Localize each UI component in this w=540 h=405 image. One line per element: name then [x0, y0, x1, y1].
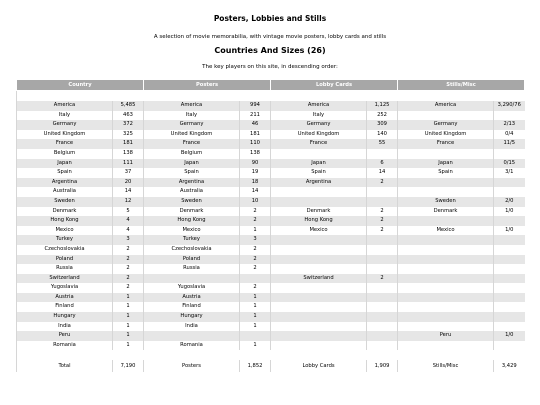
country-total: 12: [113, 197, 144, 207]
total-poster-country: Posters: [144, 360, 240, 372]
lobby-count: 309: [367, 120, 398, 130]
stills-country: Peru: [398, 331, 494, 341]
poster-country: Czechoslovakia: [144, 245, 240, 255]
poster-country: Romania: [144, 341, 240, 351]
poster-count: 2: [240, 207, 271, 217]
table-row: [17, 101, 525, 111]
poster-country: Japan: [144, 159, 240, 169]
lobby-country: Japan: [271, 159, 367, 169]
country-total: 3: [113, 235, 144, 245]
stills-country: [398, 312, 494, 322]
stills-country: [398, 178, 494, 188]
poster-country: France: [144, 139, 240, 149]
poster-country: Spain: [144, 168, 240, 178]
country-total: 1: [113, 322, 144, 332]
stills-country: Japan: [398, 159, 494, 169]
lobby-country: [271, 331, 367, 341]
poster-count: 1: [240, 322, 271, 332]
lobby-count: 252: [367, 111, 398, 121]
country-total: 111: [113, 159, 144, 169]
stills-country: [398, 187, 494, 197]
table-row: [17, 130, 525, 140]
lobby-count: 2: [367, 207, 398, 217]
poster-country: Sweden: [144, 197, 240, 207]
stills-count: [494, 187, 525, 197]
stills-count: 3,290/76: [494, 101, 525, 111]
country-name: Peru: [17, 331, 113, 341]
lobby-country: America: [271, 101, 367, 111]
country-total: 14: [113, 187, 144, 197]
country-name: United Kingdom: [17, 130, 113, 140]
table-header-row: [17, 80, 525, 91]
lobby-count: 140: [367, 130, 398, 140]
column-header-country: Country: [17, 80, 144, 91]
poster-count: 46: [240, 120, 271, 130]
stills-count: 3/1: [494, 168, 525, 178]
table-row: [17, 149, 525, 159]
country-total: 1: [113, 331, 144, 341]
lobby-count: 2: [367, 216, 398, 226]
stills-count: [494, 255, 525, 265]
poster-count: 10: [240, 197, 271, 207]
table-row: [17, 322, 525, 332]
lobby-count: 14: [367, 168, 398, 178]
country-total: 325: [113, 130, 144, 140]
stills-country: [398, 341, 494, 351]
lobby-count: 1,125: [367, 101, 398, 111]
country-total: 2: [113, 283, 144, 293]
poster-count: 181: [240, 130, 271, 140]
country-total: 2: [113, 255, 144, 265]
stills-count: [494, 283, 525, 293]
lobby-count: 2: [367, 178, 398, 188]
country-total: 5: [113, 207, 144, 217]
poster-count: 18: [240, 178, 271, 188]
poster-country: Belgium: [144, 149, 240, 159]
poster-country: India: [144, 322, 240, 332]
lobby-country: [271, 187, 367, 197]
poster-count: 994: [240, 101, 271, 111]
poster-count: [240, 331, 271, 341]
country-total: 20: [113, 178, 144, 188]
stills-country: Denmark: [398, 207, 494, 217]
stills-country: [398, 255, 494, 265]
country-name: Sweden: [17, 197, 113, 207]
poster-count: 1: [240, 302, 271, 312]
poster-country: America: [144, 101, 240, 111]
stills-country: [398, 302, 494, 312]
spacer-row: [17, 91, 525, 102]
country-name: Austria: [17, 293, 113, 303]
lobby-count: 55: [367, 139, 398, 149]
country-name: Italy: [17, 111, 113, 121]
poster-country: Turkey: [144, 235, 240, 245]
country-name: Romania: [17, 341, 113, 351]
poster-country: Denmark: [144, 207, 240, 217]
stills-count: [494, 302, 525, 312]
country-total: 463: [113, 111, 144, 121]
country-name: Spain: [17, 168, 113, 178]
country-name: India: [17, 322, 113, 332]
table-row: [17, 159, 525, 169]
lobby-country: Mexico: [271, 226, 367, 236]
lobby-count: [367, 264, 398, 274]
country-name: Denmark: [17, 207, 113, 217]
lobby-country: Hong Kong: [271, 216, 367, 226]
stills-country: [398, 111, 494, 121]
lobby-count: [367, 255, 398, 265]
country-name: Belgium: [17, 149, 113, 159]
poster-count: 90: [240, 159, 271, 169]
lobby-count: [367, 235, 398, 245]
total-lobby-count: 1,909: [367, 360, 398, 372]
poster-country: Mexico: [144, 226, 240, 236]
poster-count: 2: [240, 245, 271, 255]
country-name: Russia: [17, 264, 113, 274]
stills-country: [398, 149, 494, 159]
country-total: 5,485: [113, 101, 144, 111]
lobby-country: [271, 312, 367, 322]
country-name: Germany: [17, 120, 113, 130]
country-name: Japan: [17, 159, 113, 169]
lobby-country: [271, 293, 367, 303]
stills-count: [494, 245, 525, 255]
stills-country: Mexico: [398, 226, 494, 236]
table-row: [17, 274, 525, 284]
country-name: Poland: [17, 255, 113, 265]
country-name: Australia: [17, 187, 113, 197]
total-stills-count: 3,429: [494, 360, 525, 372]
spacer-row: [17, 350, 525, 360]
lobby-country: Germany: [271, 120, 367, 130]
country-total: 1: [113, 293, 144, 303]
poster-country: Finland: [144, 302, 240, 312]
lobby-country: [271, 149, 367, 159]
stills-count: [494, 111, 525, 121]
lobby-count: [367, 341, 398, 351]
poster-country: [144, 274, 240, 284]
stills-country: Spain: [398, 168, 494, 178]
poster-count: 1: [240, 226, 271, 236]
country-total: 1: [113, 302, 144, 312]
country-name: America: [17, 101, 113, 111]
poster-country: Argentina: [144, 178, 240, 188]
stills-count: [494, 274, 525, 284]
stills-country: [398, 293, 494, 303]
stills-count: 0/15: [494, 159, 525, 169]
stills-country: Sweden: [398, 197, 494, 207]
stills-count: [494, 322, 525, 332]
stills-count: 2/13: [494, 120, 525, 130]
country-total: 37: [113, 168, 144, 178]
country-total: 4: [113, 216, 144, 226]
lobby-count: 6: [367, 159, 398, 169]
stills-country: Germany: [398, 120, 494, 130]
stills-count: 0/4: [494, 130, 525, 140]
country-total: 2: [113, 274, 144, 284]
table-row: [17, 197, 525, 207]
lobby-country: [271, 341, 367, 351]
lobby-country: Italy: [271, 111, 367, 121]
stills-count: [494, 293, 525, 303]
table-row: [17, 207, 525, 217]
lobby-country: Spain: [271, 168, 367, 178]
stills-count: [494, 149, 525, 159]
table-row: [17, 302, 525, 312]
stills-country: [398, 264, 494, 274]
stills-country: France: [398, 139, 494, 149]
stills-country: [398, 235, 494, 245]
poster-country: Germany: [144, 120, 240, 130]
table-row: [17, 139, 525, 149]
poster-count: [240, 274, 271, 284]
stills-country: [398, 283, 494, 293]
poster-country: Hungary: [144, 312, 240, 322]
poster-country: Hong Kong: [144, 216, 240, 226]
poster-country: Australia: [144, 187, 240, 197]
stills-country: [398, 274, 494, 284]
country-total: 138: [113, 149, 144, 159]
table-row: [17, 245, 525, 255]
poster-count: 3: [240, 235, 271, 245]
column-header-posters: Posters: [144, 80, 271, 91]
lobby-country: [271, 255, 367, 265]
poster-country: Yugoslavia: [144, 283, 240, 293]
table-row: [17, 226, 525, 236]
poster-country: Poland: [144, 255, 240, 265]
country-total: 2: [113, 264, 144, 274]
table-row: [17, 216, 525, 226]
country-name: Czechoslovakia: [17, 245, 113, 255]
lobby-country: France: [271, 139, 367, 149]
total-country-total: 7,190: [113, 360, 144, 372]
country-total: 1: [113, 341, 144, 351]
poster-count: 2: [240, 255, 271, 265]
poster-country: United Kingdom: [144, 130, 240, 140]
column-header-lobby-cards: Lobby Cards: [271, 80, 398, 91]
stills-count: [494, 312, 525, 322]
poster-count: 1: [240, 293, 271, 303]
table-row: [17, 312, 525, 322]
poster-country: Austria: [144, 293, 240, 303]
stills-count: [494, 216, 525, 226]
table-row: [17, 331, 525, 341]
country-total: 1: [113, 312, 144, 322]
lobby-country: [271, 197, 367, 207]
table-row: [17, 341, 525, 351]
lobby-count: [367, 197, 398, 207]
country-name: Turkey: [17, 235, 113, 245]
lobby-count: [367, 302, 398, 312]
country-total: 4: [113, 226, 144, 236]
table-row: [17, 120, 525, 130]
lobby-country: United Kingdom: [271, 130, 367, 140]
country-name: Mexico: [17, 226, 113, 236]
table-row: [17, 264, 525, 274]
lobby-country: [271, 264, 367, 274]
stills-count: [494, 178, 525, 188]
table-row: [17, 168, 525, 178]
country-name: Hong Kong: [17, 216, 113, 226]
lobby-country: [271, 245, 367, 255]
poster-count: 1: [240, 341, 271, 351]
poster-country: Italy: [144, 111, 240, 121]
total-lobby-country: Lobby Cards: [271, 360, 367, 372]
lobby-count: [367, 283, 398, 293]
lobby-country: Switzerland: [271, 274, 367, 284]
table-row: [17, 293, 525, 303]
lobby-country: Denmark: [271, 207, 367, 217]
poster-count: 110: [240, 139, 271, 149]
country-total: 2: [113, 245, 144, 255]
page-title: Posters, Lobbies and Stills: [213, 14, 327, 23]
table-row: [17, 187, 525, 197]
stills-count: [494, 341, 525, 351]
total-country-name: Total: [17, 360, 113, 372]
country-total: 181: [113, 139, 144, 149]
lobby-country: [271, 322, 367, 332]
stills-count: 1/0: [494, 207, 525, 217]
lobby-country: Argentina: [271, 178, 367, 188]
poster-count: 138: [240, 149, 271, 159]
stills-count: 11/5: [494, 139, 525, 149]
stills-count: [494, 264, 525, 274]
countries-table: [16, 79, 525, 372]
poster-count: 14: [240, 187, 271, 197]
lobby-country: [271, 302, 367, 312]
table-row: [17, 255, 525, 265]
section-heading: Countries And Sizes (26): [214, 46, 326, 55]
lobby-count: [367, 322, 398, 332]
country-name: Hungary: [17, 312, 113, 322]
stills-country: [398, 216, 494, 226]
poster-count: 19: [240, 168, 271, 178]
total-poster-count: 1,852: [240, 360, 271, 372]
lobby-count: [367, 187, 398, 197]
lobby-country: [271, 283, 367, 293]
table-row: [17, 235, 525, 245]
table-row: [17, 283, 525, 293]
poster-country: [144, 331, 240, 341]
total-stills-country: Stills/Misc: [398, 360, 494, 372]
country-name: Finland: [17, 302, 113, 312]
country-name: Switzerland: [17, 274, 113, 284]
stills-country: America: [398, 101, 494, 111]
lobby-count: [367, 245, 398, 255]
country-name: Yugoslavia: [17, 283, 113, 293]
page-subtitle: A selection of movie memorabilia, with vintage movie posters, lobby cards and stills: [153, 34, 387, 40]
stills-count: 2/0: [494, 197, 525, 207]
poster-count: 2: [240, 283, 271, 293]
country-name: France: [17, 139, 113, 149]
lobby-country: [271, 235, 367, 245]
country-total: 372: [113, 120, 144, 130]
stills-country: [398, 322, 494, 332]
poster-country: Russia: [144, 264, 240, 274]
totals-row: [17, 360, 525, 372]
poster-count: 2: [240, 264, 271, 274]
stills-count: 1/0: [494, 331, 525, 341]
intro-text: The key players on this site, in descending order:: [202, 64, 338, 70]
lobby-count: [367, 149, 398, 159]
lobby-count: [367, 312, 398, 322]
lobby-count: 2: [367, 274, 398, 284]
stills-count: 1/0: [494, 226, 525, 236]
stills-count: [494, 235, 525, 245]
country-name: Argentina: [17, 178, 113, 188]
stills-country: United Kingdom: [398, 130, 494, 140]
table-row: [17, 178, 525, 188]
lobby-count: [367, 293, 398, 303]
poster-count: 1: [240, 312, 271, 322]
column-header-stills-misc: Stills/Misc: [398, 80, 525, 91]
poster-count: 211: [240, 111, 271, 121]
stills-country: [398, 245, 494, 255]
lobby-count: 2: [367, 226, 398, 236]
lobby-count: [367, 331, 398, 341]
poster-count: 2: [240, 216, 271, 226]
table-row: [17, 111, 525, 121]
